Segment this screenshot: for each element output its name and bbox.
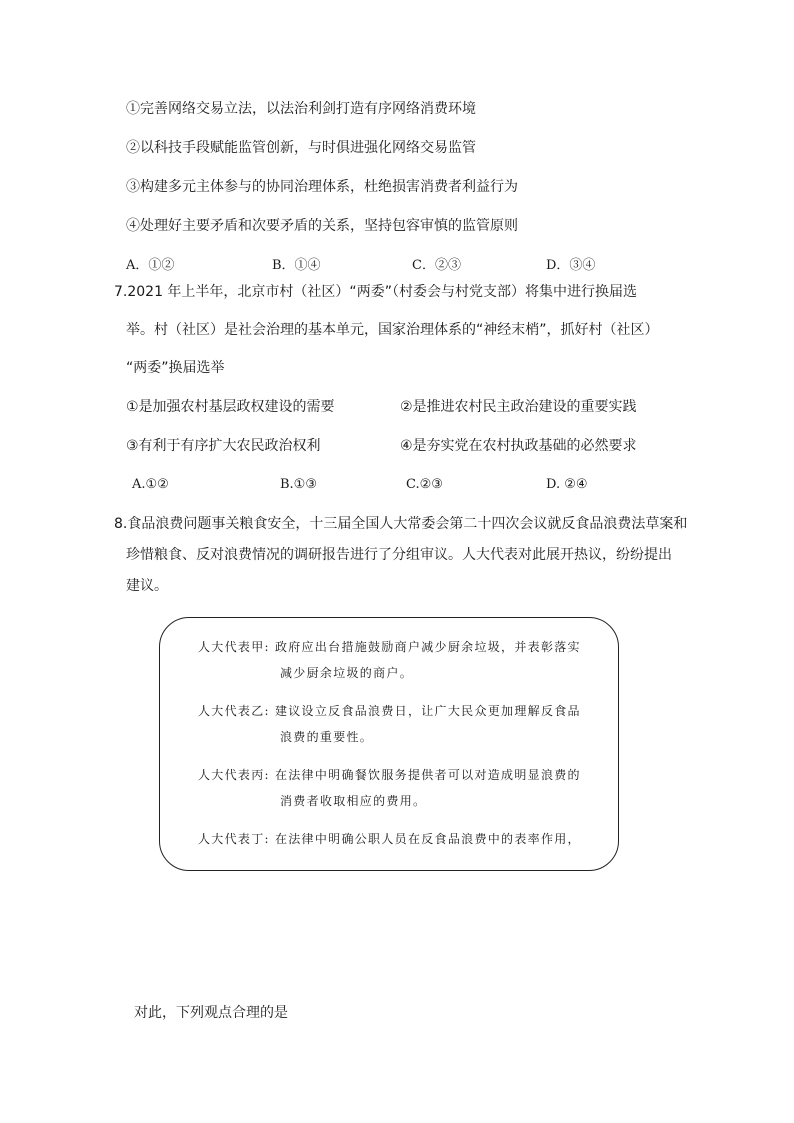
q6-statement-1: ①完善网络交易立法，以法治利剑打造有序网络消费环境	[126, 101, 476, 117]
q8-stem-line-2: 珍惜粮食、反对浪费情况的调研报告进行了分组审议。人大代表对此展开热议，纷纷提出	[126, 547, 672, 563]
q7-option-a: A.①②	[132, 477, 169, 492]
q8-stem-line-3: 建议。	[126, 578, 168, 594]
q7-stem-line-2: 举。村（社区）是社会治理的基本单元，国家治理体系的“神经末梢”，抓好村（社区）	[126, 322, 659, 338]
q7-statement-3: ③有利于有序扩大农民政治权利	[126, 438, 321, 454]
quote-bing-line-2: 消费者收取相应的费用。	[280, 794, 427, 808]
q7-stem-line-3: “两委”换届选举	[126, 360, 225, 376]
q8-stem-line-1: 8.食品浪费问题事关粮食安全，十三届全国人大常委会第二十四次会议就反食品浪费法草案和	[114, 516, 688, 532]
q6-statement-4: ④处理好主要矛盾和次要矛盾的关系，坚持包容审慎的监管原则	[126, 218, 518, 234]
q7-statement-2: ②是推进农村民主政治建设的重要实践	[400, 399, 637, 415]
quote-ding-line-1: 人大代表丁: 在法律中明确公职人员在反食品浪费中的表率作用，	[198, 832, 581, 846]
q8-question: 对此，下列观点合理的是	[134, 1005, 288, 1021]
quote-bing-line-1: 人大代表丙: 在法律中明确餐饮服务提供者可以对造成明显浪费的	[198, 768, 581, 782]
q7-option-d: D. ②④	[546, 477, 588, 492]
quote-yi-line-2: 浪费的重要性。	[280, 730, 374, 744]
quote-jia-line-1: 人大代表甲: 政府应出台措施鼓励商户减少厨余垃圾，并表彰落实	[198, 640, 581, 654]
q7-stem-line-1: 7.2021 年上半年，北京市村（社区）“两委”（村委会与村党支部）将集中进行换届选	[114, 284, 637, 300]
q7-statement-1: ①是加强农村基层政权建设的需要	[126, 399, 335, 415]
quote-yi-line-1: 人大代表乙: 建议设立反食品浪费日，让广大民众更加理解反食品	[198, 704, 581, 718]
q7-option-c: C.②③	[406, 477, 443, 492]
q6-statement-3: ③构建多元主体参与的协同治理体系，杜绝损害消费者利益行为	[126, 179, 518, 195]
quote-jia-line-2: 减少厨余垃圾的商户。	[280, 666, 414, 680]
q7-statement-4: ④是夯实党在农村执政基础的必然要求	[400, 438, 637, 454]
q7-option-b: B.①③	[280, 477, 317, 492]
q6-option-d: D．③④	[546, 258, 596, 273]
q6-option-b: B．①④	[272, 258, 321, 273]
quote-box	[159, 617, 619, 871]
q6-option-c: C．②③	[412, 258, 461, 273]
q6-option-a: A．①②	[126, 258, 175, 273]
q6-statement-2: ②以科技手段赋能监管创新，与时俱进强化网络交易监管	[126, 140, 476, 156]
